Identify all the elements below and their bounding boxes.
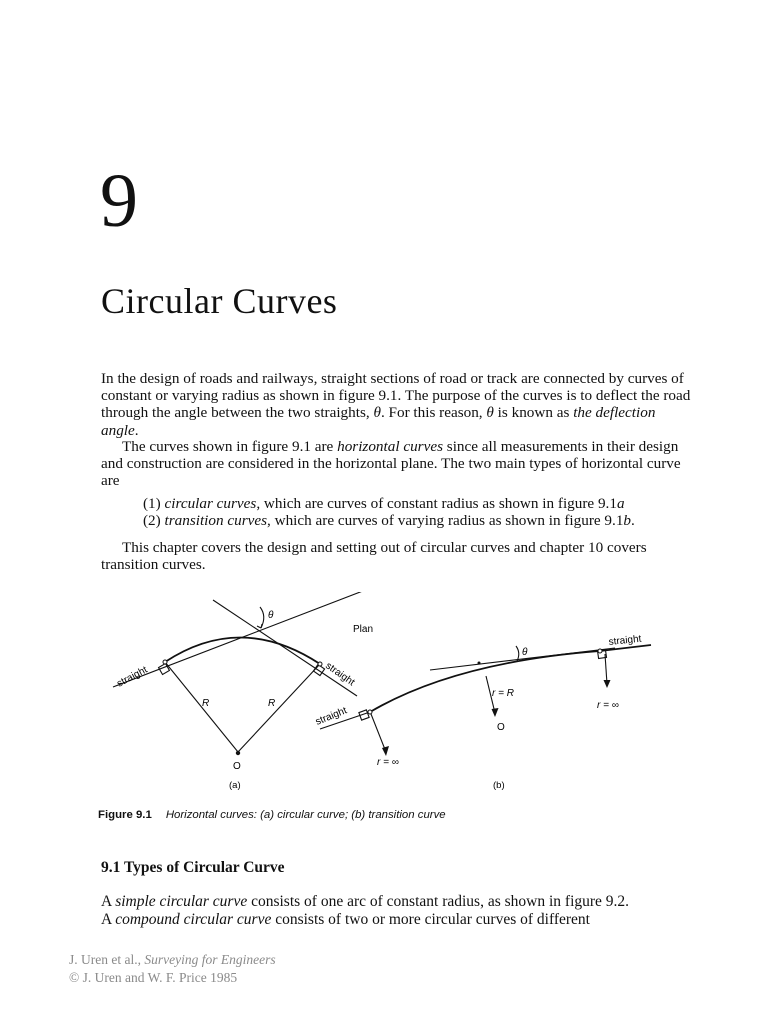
copyright-footer: [69, 951, 276, 987]
arrowhead-right-b: [604, 680, 611, 688]
straight-label-right-b: straight: [608, 633, 642, 648]
theta-label-a: θ: [268, 610, 274, 621]
centre-point-a: [236, 751, 240, 755]
figure-label-b: (b): [493, 780, 505, 791]
section-heading: 9.1 Types of Circular Curve: [101, 859, 285, 876]
figure-label-a: (a): [229, 780, 241, 791]
intro-paragraph-2: The curves shown in figure 9.1 are horizontal curves since all measurements in their design and construction are considered in the horizontal plane. The two main types of horizontal curve are: [101, 438, 681, 490]
chapter-title: Circular Curves: [101, 281, 338, 321]
list-item-2: (2) transition curves, which are curves of varying radius as shown in figure 9.1b.: [143, 512, 635, 529]
straight-line-right-a: [213, 600, 357, 696]
radius-right-a: [238, 664, 320, 752]
tangent-point-left-b: [368, 710, 372, 714]
theta-arc-b: [516, 646, 519, 661]
arrowhead-left-b: [382, 746, 389, 756]
straight-label-right-a: straight: [323, 660, 357, 689]
citation-line: J. Uren et al., Surveying for Engineers: [69, 952, 276, 967]
r-infinity-label-right: r = ∞: [597, 700, 619, 711]
arrowhead-mid-b: [492, 708, 499, 717]
centre-label-a: O: [233, 761, 241, 772]
plan-label: Plan: [353, 624, 374, 635]
radius-label-left-a: R: [202, 698, 210, 709]
radius-arrow-left-b: [371, 714, 386, 752]
horizontal-curves-diagram: [95, 592, 675, 797]
tangent-point-right-b: [598, 649, 602, 653]
transition-curve-b: [370, 651, 600, 712]
paragraph-4: A simple circular curve consists of one arc of constant radius, as shown in figure 9.2. A compound circular curve consists of two or more circular curves of different: [101, 893, 630, 928]
circular-arc-a: [165, 637, 320, 664]
figure-caption: Figure 9.1 Horizontal curves: (a) circular curve; (b) transition curve: [98, 809, 446, 821]
intro-paragraph-1: In the design of roads and railways, straight sections of road or track are connected by curves of constant or varying radius as shown in figure 9.1. The purpose of the curves is to deflect the road through the angle between the two straights, θ. For this reason, θ is known as the deflection angle.: [101, 370, 691, 439]
radius-arrow-right-b: [605, 654, 607, 684]
theta-arrow-a: [257, 624, 262, 628]
radius-label-right-a: R: [268, 698, 276, 709]
r-equals-R-label: r = R: [492, 688, 514, 699]
copyright-line: © J. Uren and W. F. Price 1985: [69, 970, 238, 985]
straight-label-left-a: straight: [115, 664, 150, 690]
chapter-number: 9: [100, 159, 138, 243]
intersection-point-b: [478, 662, 481, 665]
theta-label-b: θ: [522, 647, 528, 658]
paragraph-3: This chapter covers the design and setting out of circular curves and chapter 10 covers transition curves.: [101, 539, 647, 574]
straight-label-left-b: straight: [314, 705, 349, 728]
tangent-point-right-a: [318, 662, 322, 666]
tangent-point-left-a: [163, 660, 167, 664]
r-infinity-label-left: r = ∞: [377, 757, 399, 768]
centre-label-b: O: [497, 722, 505, 733]
list-item-1: (1) circular curves, which are curves of constant radius as shown in figure 9.1a: [143, 495, 625, 512]
deflection-angle-term: the deflection angle: [101, 404, 656, 439]
figure-9-1: [95, 592, 675, 802]
